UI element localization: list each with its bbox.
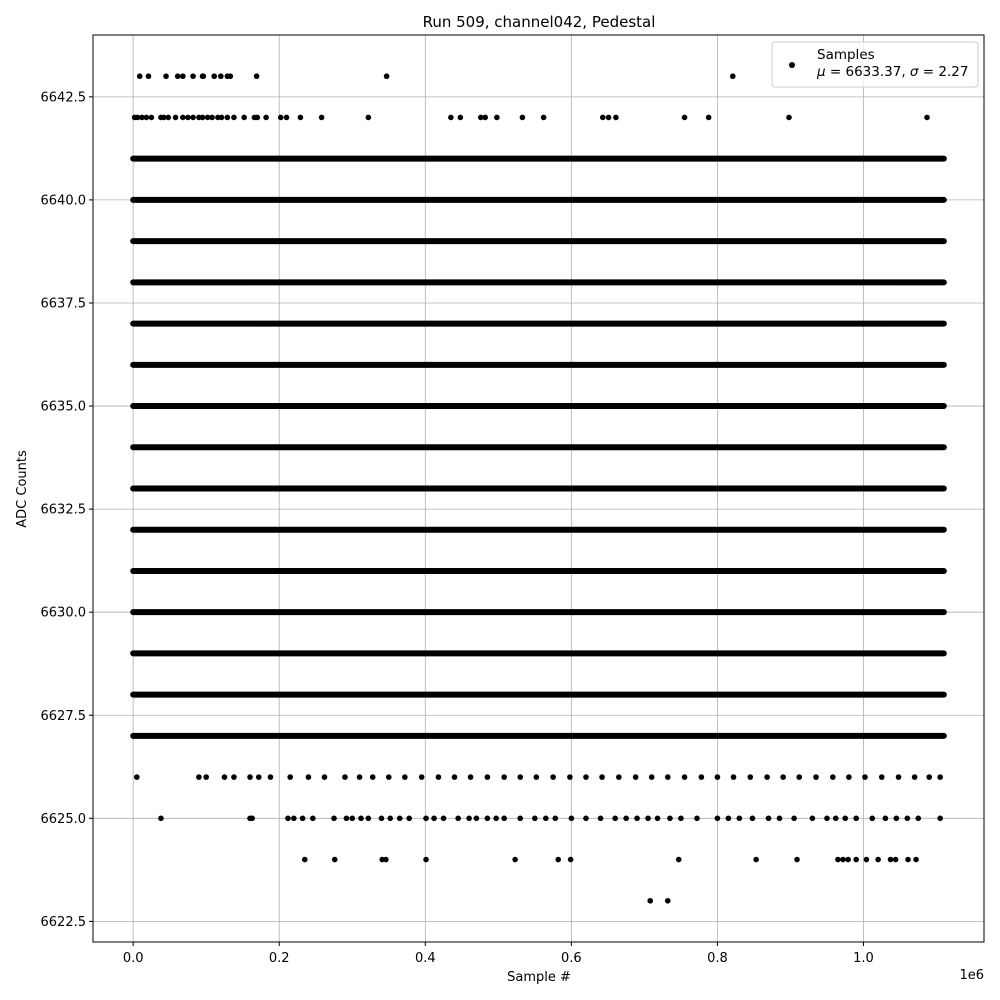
sample-point [813,774,819,780]
sample-point [158,816,164,822]
sample-point [645,816,651,822]
x-tick-label: 1.0 [853,951,874,966]
sample-point [634,816,640,822]
sample-point [149,115,155,121]
x-tick-label: 0.4 [414,951,436,966]
sample-point [284,115,290,121]
sample-point [146,73,152,79]
sample-point [263,115,269,121]
sample-point [552,816,558,822]
sample-point [458,115,464,121]
sample-point [485,774,491,780]
sample-point [319,115,325,121]
sample-point [441,816,447,822]
sample-point [180,73,186,79]
sample-point [550,774,556,780]
sample-point [256,774,262,780]
sample-point [780,774,786,780]
x-axis-label: Sample # [507,970,571,985]
sample-point [285,816,291,822]
sample-point [402,774,408,780]
legend-series-name: Samples [817,47,875,63]
sample-point [777,816,783,822]
sample-point [915,816,921,822]
sample-point [249,816,255,822]
sample-point [517,774,523,780]
sample-point [306,774,312,780]
sample-point [926,774,932,780]
sample-point [835,857,841,863]
sample-point [474,816,480,822]
sample-point [468,774,474,780]
sample-point [196,774,202,780]
sample-point [694,816,700,822]
sample-point [436,774,442,780]
sample-point [485,816,491,822]
sample-point [370,774,376,780]
sample-point [633,774,639,780]
sample-point [185,115,191,121]
sample-point [623,816,629,822]
y-tick-label: 6630.0 [40,605,86,621]
sample-point [862,774,868,780]
sample-point [699,774,705,780]
sample-point [231,774,237,780]
legend-mu-value: 6633.37 [845,64,902,80]
sample-point [786,115,792,121]
sample-point [649,774,655,780]
sample-point [228,73,234,79]
y-axis-label: ADC Counts [15,450,30,528]
x-tick-label: 0.0 [122,951,144,966]
sample-point [543,816,549,822]
sample-point [534,774,540,780]
sample-point [840,857,846,863]
sample-point [600,115,606,121]
sample-point [200,73,206,79]
legend [772,42,978,87]
sample-point [310,816,316,822]
sample-point [830,774,836,780]
sample-point [737,816,743,822]
sample-point [569,816,575,822]
sample-point [764,774,770,780]
sample-point [753,857,759,863]
x-tick-label: 0.8 [707,951,728,966]
sample-point [180,115,186,121]
sample-point [190,73,196,79]
sample-point [349,816,355,822]
sample-point [824,816,830,822]
sample-point [937,816,943,822]
sample-point [342,774,348,780]
sample-point [448,115,454,121]
sample-point [137,73,143,79]
sample-point [853,816,859,822]
sample-point [905,816,911,822]
sample-point [144,115,150,121]
sample-point [583,816,589,822]
sample-point [864,857,870,863]
sample-point [322,774,328,780]
sample-point [750,816,756,822]
sample-point [211,73,217,79]
chart-title: Run 509, channel042, Pedestal [422,13,656,31]
sample-point [846,774,852,780]
sample-point [358,816,364,822]
sample-point [200,115,206,121]
sample-point [163,73,169,79]
sample-point [766,816,772,822]
sample-point [583,774,589,780]
sample-point [419,774,425,780]
sample-point [893,857,899,863]
sample-point [344,816,350,822]
sample-point [667,816,673,822]
sample-point [501,774,507,780]
sample-point [455,816,461,822]
sample-point [203,774,209,780]
sample-point [387,816,393,822]
sample-point [647,898,653,904]
sample-point [452,774,458,780]
sample-point [796,774,802,780]
sample-point [268,774,274,780]
sample-point [231,115,237,121]
sample-point [875,857,881,863]
sample-point [482,115,488,121]
sample-point [366,115,372,121]
sample-point [715,816,721,822]
sample-point [606,115,612,121]
sample-point [173,115,179,121]
sample-point [383,857,389,863]
sample-point [386,774,392,780]
sample-point [567,774,573,780]
sample-point [291,816,297,822]
sample-point [423,857,429,863]
sample-point [842,816,848,822]
legend-sigma-value: 2.27 [938,64,969,80]
sample-point [794,857,800,863]
sample-point [682,774,688,780]
sample-point [568,857,574,863]
sample-point [278,115,284,121]
sample-point [747,774,753,780]
y-tick-label: 6635.0 [40,399,86,415]
sample-point [676,857,682,863]
sample-point [357,774,363,780]
sample-point [255,115,261,121]
y-tick-label: 6622.5 [40,914,86,930]
sample-point [209,115,215,121]
sample-point [715,774,721,780]
sample-point [869,816,875,822]
sample-point [254,73,260,79]
sample-point [332,857,338,863]
sample-point [905,857,911,863]
sample-point [300,816,306,822]
sample-point [287,774,293,780]
sample-point [512,857,518,863]
legend-stats: μ = 6633.37, σ = 2.27 [817,64,969,80]
x-axis-offset-label: 1e6 [959,968,984,983]
sample-point [247,774,253,780]
sample-point [730,73,736,79]
sample-point [241,115,247,121]
sample-point [655,816,661,822]
sample-point [726,816,732,822]
sample-point [379,816,385,822]
y-tick-label: 6625.0 [40,811,86,827]
sample-point [517,816,523,822]
sample-point [431,816,437,822]
sample-point [833,816,839,822]
legend-marker [789,62,795,68]
sample-point [810,816,816,822]
sample-point [493,816,499,822]
sample-point [423,816,429,822]
sample-point [134,774,140,780]
sample-point [520,115,526,121]
sample-point [731,774,737,780]
sample-point [599,774,605,780]
y-tick-label: 6642.5 [40,90,86,106]
sample-point [888,857,894,863]
sample-point [555,857,561,863]
sample-point [541,115,547,121]
sample-point [853,857,859,863]
y-tick-label: 6632.5 [40,502,86,518]
sample-point [218,73,224,79]
y-tick-label: 6637.5 [40,296,86,312]
sample-point [175,73,181,79]
sample-point [678,816,684,822]
sample-point [706,115,712,121]
sample-point [598,816,604,822]
sample-point [937,774,943,780]
x-tick-label: 0.2 [268,951,290,966]
sample-point [406,816,412,822]
sample-point [665,774,671,780]
sample-point [924,115,930,121]
sample-point [879,774,885,780]
sample-point [613,115,619,121]
sample-point [791,816,797,822]
sample-point [190,115,196,121]
sample-point [384,73,390,79]
sample-point [665,898,671,904]
y-tick-label: 6627.5 [40,708,86,724]
sample-point [222,774,228,780]
sample-point [845,857,851,863]
sample-point [894,816,900,822]
sample-point [466,816,472,822]
sample-point [501,816,507,822]
sample-point [397,816,403,822]
sample-point [225,115,231,121]
sample-point [896,774,902,780]
sample-point [331,816,337,822]
sample-point [219,115,225,121]
sample-point [612,816,618,822]
sample-point [883,816,889,822]
sample-point [616,774,622,780]
sample-point [912,774,918,780]
sample-point [532,816,538,822]
sample-point [682,115,688,121]
sample-point [298,115,304,121]
sample-point [366,816,372,822]
sample-point [302,857,308,863]
sample-point [494,115,500,121]
sample-point [165,115,171,121]
y-tick-label: 6640.0 [40,193,86,209]
x-tick-label: 0.6 [561,951,582,966]
sample-point [913,857,919,863]
